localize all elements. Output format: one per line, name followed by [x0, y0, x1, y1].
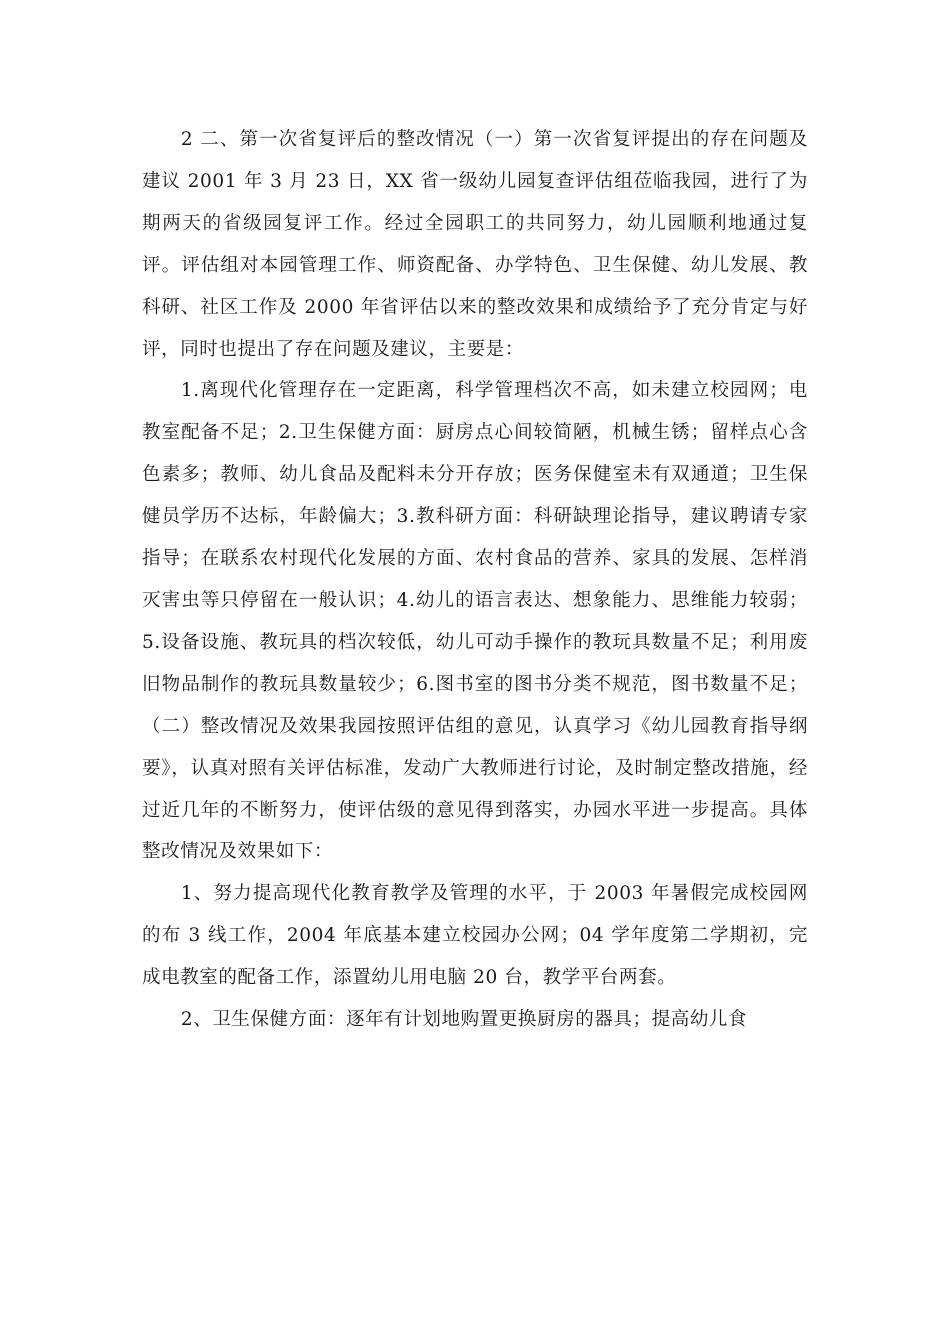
paragraph-health-care-measures: 2、卫生保健方面：逐年有计划地购置更换厨房的器具；提高幼儿食 [180, 1009, 748, 1031]
paragraph-modernization-measures: 1、努力提高现代化教育教学及管理的水平，于 2003 年暑假完成校园网的布 3 线工作，2004 年底基本建立校园办公网；04 学年度第二学期初，完成电教室的配备工作，添置幼儿用电脑 20 台，教学平台两套。 [142, 883, 808, 989]
paragraph-review-issues-intro: 2 二、第一次省复评后的整改情况（一）第一次省复评提出的存在问题及建议 2001 年 3 月 23 日，XX 省一级幼儿园复查评估组莅临我园，进行了为期两天的省级园复评工作。经过全园职工的共同努力，幼儿园顺利地通过复评。评估组对本园管理工作、师资配备、办学特色、卫生保健、幼儿发展、教科研、社区工作及 2000 年省评估以来的整改效果和成绩给予了充分肯定与好评，同时也提出了存在问题及建议，主要是： [142, 129, 808, 360]
document-body [142, 119, 808, 1041]
paragraph-problem-list: 1.离现代化管理存在一定距离，科学管理档次不高，如未建立校园网；电教室配备不足；2.卫生保健方面：厨房点心间较简陋，机械生锈；留样点心含色素多；教师、幼儿食品及配料未分开存放；医务保健室未有双通道；卫生保健员学历不达标，年龄偏大；3.教科研方面：科研缺理论指导，建议聘请专家指导；在联系农村现代化发展的方面、农村食品的营养、家具的发展、怎样消灭害虫等只停留在一般认识；4.幼儿的语言表达、想象能力、思维能力较弱；5.设备设施、教玩具的档次较低，幼儿可动手操作的教玩具数量不足；利用废旧物品制作的教玩具数量较少；6.图书室的图书分类不规范，图书数量不足；（二）整改情况及效果我园按照评估组的意见，认真学习《幼儿园教育指导纲要》，认真对照有关评估标准，发动广大教师进行讨论，及时制定整改措施，经过近几年的不断努力，使评估级的意见得到落实，办园水平进一步提高。具体整改情况及效果如下： [142, 380, 808, 863]
